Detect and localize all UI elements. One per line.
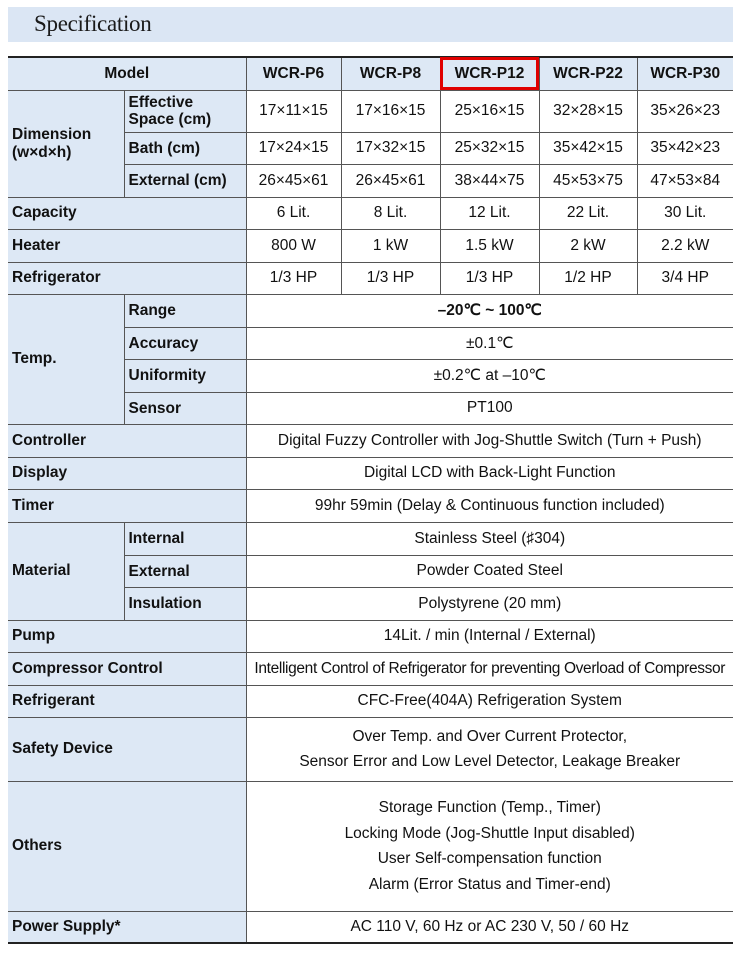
table-row [8, 620, 733, 652]
model-header: WCR-P22 [539, 57, 637, 90]
cell: 1/3 HP [341, 262, 440, 294]
cell-line: User Self-compensation function [377, 850, 602, 867]
cell: 35×42×23 [637, 132, 733, 164]
row-label: Insulation [124, 587, 246, 620]
cell: 99hr 59min (Delay & Continuous function included) [246, 489, 733, 522]
table-row [8, 457, 733, 489]
others-cell [246, 781, 733, 911]
row-label: External (cm) [124, 164, 246, 197]
table-row [8, 424, 733, 457]
temp-label: Temp. [8, 294, 124, 424]
cell: 47×53×84 [637, 164, 733, 197]
table-row [8, 229, 733, 262]
model-label: Model [8, 57, 246, 90]
cell: –20℃ ~ 100℃ [246, 294, 733, 327]
row-label: Uniformity [124, 359, 246, 392]
cell: 30 Lit. [637, 197, 733, 229]
cell-line: Over Temp. and Over Current Protector, [352, 728, 628, 745]
table-row [8, 197, 733, 229]
cell: 25×16×15 [440, 90, 539, 132]
heater-label: Heater [8, 229, 246, 262]
table-row [8, 262, 733, 294]
table-row [8, 489, 733, 522]
cell: 3/4 HP [637, 262, 733, 294]
cell: 32×28×15 [539, 90, 637, 132]
cell: Intelligent Control of Refrigerator for preventing Overload of Compressor [246, 652, 733, 685]
cell: Polystyrene (20 mm) [246, 587, 733, 620]
cell: 14Lit. / min (Internal / External) [246, 620, 733, 652]
model-header-row [8, 57, 733, 90]
cell: 2 kW [539, 229, 637, 262]
row-label: Bath (cm) [124, 132, 246, 164]
refrigerant-label: Refrigerant [8, 685, 246, 717]
cell: 35×42×15 [539, 132, 637, 164]
timer-label: Timer [8, 489, 246, 522]
cell: 8 Lit. [341, 197, 440, 229]
table-row [8, 685, 733, 717]
specification-table [8, 56, 733, 944]
capacity-label: Capacity [8, 197, 246, 229]
cell: 17×11×15 [246, 90, 341, 132]
dimension-title: Dimension [12, 125, 92, 143]
row-label: Range [124, 294, 246, 327]
row-label: External [124, 555, 246, 587]
cell: CFC-Free(404A) Refrigeration System [246, 685, 733, 717]
power-supply-label: Power Supply* [8, 911, 246, 943]
cell: 1/3 HP [246, 262, 341, 294]
table-row [8, 522, 733, 555]
cell: 1 kW [341, 229, 440, 262]
cell-line: Locking Mode (Jog-Shuttle Input disabled) [344, 824, 635, 842]
cell: 38×44×75 [440, 164, 539, 197]
cell: 35×26×23 [637, 90, 733, 132]
table-row [8, 717, 733, 781]
cell: 45×53×75 [539, 164, 637, 197]
table-row [8, 781, 733, 911]
row-label: Internal [124, 522, 246, 555]
cell: 17×16×15 [341, 90, 440, 132]
cell: Powder Coated Steel [246, 555, 733, 587]
dimension-sublabel: (w×d×h) [12, 143, 72, 161]
cell: 25×32×15 [440, 132, 539, 164]
cell: Digital LCD with Back-Light Function [246, 457, 733, 489]
row-label: Effective Space (cm) [124, 90, 246, 132]
table-row [8, 294, 733, 327]
cell: 1/3 HP [440, 262, 539, 294]
table-row [8, 911, 733, 943]
material-label: Material [8, 522, 124, 620]
page-title: Specification [34, 11, 152, 36]
table-row [8, 652, 733, 685]
cell: 1/2 HP [539, 262, 637, 294]
cell: Digital Fuzzy Controller with Jog-Shuttle Switch (Turn + Push) [246, 424, 733, 457]
refrigerator-label: Refrigerator [8, 262, 246, 294]
cell: PT100 [246, 392, 733, 424]
row-label: Accuracy [124, 327, 246, 359]
cell: 26×45×61 [341, 164, 440, 197]
cell: 17×24×15 [246, 132, 341, 164]
cell: 800 W [246, 229, 341, 262]
cell-line: Sensor Error and Low Level Detector, Leakage Breaker [299, 753, 681, 770]
safety-device-cell [246, 717, 733, 781]
cell: 22 Lit. [539, 197, 637, 229]
cell: 2.2 kW [637, 229, 733, 262]
cell: Stainless Steel (♯304) [246, 522, 733, 555]
cell: AC 110 V, 60 Hz or AC 230 V, 50 / 60 Hz [246, 911, 733, 943]
controller-label: Controller [8, 424, 246, 457]
cell-line: Alarm (Error Status and Timer-end) [368, 875, 611, 893]
cell: 6 Lit. [246, 197, 341, 229]
cell: 1.5 kW [440, 229, 539, 262]
cell: 26×45×61 [246, 164, 341, 197]
cell: 17×32×15 [341, 132, 440, 164]
display-label: Display [8, 457, 246, 489]
others-label: Others [8, 781, 246, 911]
table-row [8, 90, 733, 132]
row-label: Sensor [124, 392, 246, 424]
cell-line: Storage Function (Temp., Timer) [378, 799, 601, 816]
model-header-highlighted: WCR-P12 [440, 57, 539, 90]
model-header: WCR-P30 [637, 57, 733, 90]
pump-label: Pump [8, 620, 246, 652]
model-header: WCR-P8 [341, 57, 440, 90]
compressor-control-label: Compressor Control [8, 652, 246, 685]
dimension-label [8, 90, 124, 197]
cell: ±0.2℃ at –10℃ [246, 359, 733, 392]
title-bar [8, 7, 733, 42]
cell: 12 Lit. [440, 197, 539, 229]
safety-device-label: Safety Device [8, 717, 246, 781]
model-header: WCR-P6 [246, 57, 341, 90]
cell: ±0.1℃ [246, 327, 733, 359]
